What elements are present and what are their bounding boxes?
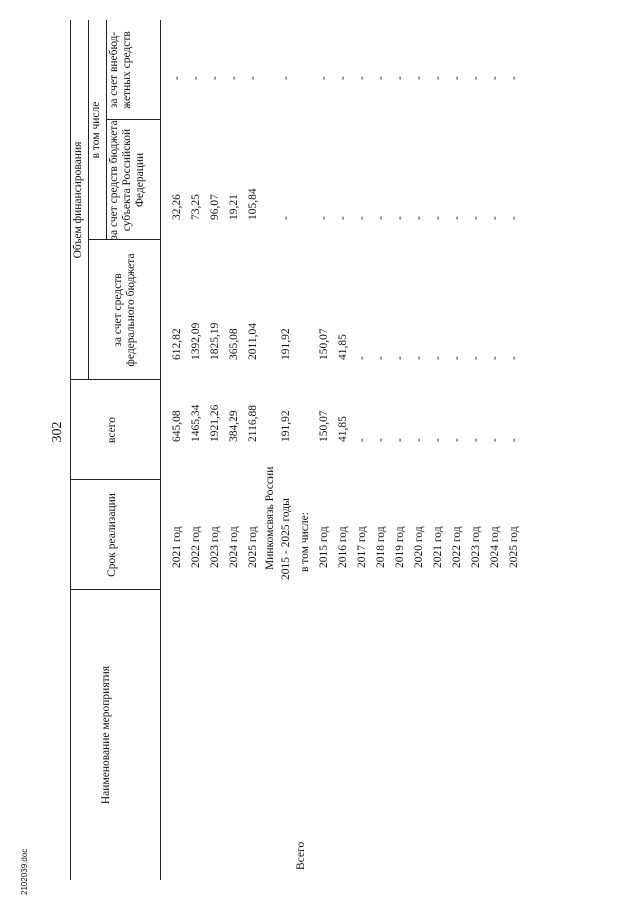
table-cell-total: 1921,26 <box>209 404 221 442</box>
header-including: в том числе <box>90 101 102 159</box>
table-row-year: 2016 год <box>337 526 349 568</box>
table-cell-federal: 150,07 <box>318 328 330 360</box>
table-cell-subject: - <box>375 216 387 220</box>
table-row-year: 2023 год <box>209 526 221 568</box>
table-cell-total: 41,85 <box>337 416 349 442</box>
table-row-year: 2017 год <box>356 526 368 568</box>
table-cell-federal: 41,85 <box>337 334 349 360</box>
table-cell-subject: - <box>451 216 463 220</box>
table-row-year: 2025 год <box>247 526 259 568</box>
table-cell-offbudget: - <box>489 76 501 80</box>
summary-offbudget: - <box>280 76 292 80</box>
table-cell-subject: - <box>413 216 425 220</box>
table-cell-subject: 105,84 <box>247 188 259 220</box>
table-cell-subject: - <box>318 216 330 220</box>
table-cell-offbudget: - <box>209 76 221 80</box>
table-cell-federal: - <box>508 356 520 360</box>
table-row-year: 2021 год <box>171 526 183 568</box>
table-cell-federal: - <box>470 356 482 360</box>
table-row-year: 2025 год <box>508 526 520 568</box>
table-cell-offbudget: - <box>508 76 520 80</box>
table-cell-subject: - <box>394 216 406 220</box>
table-row-year: 2015 год <box>318 526 330 568</box>
table-row-year: 2018 год <box>375 526 387 568</box>
table-row-year: 2019 год <box>394 526 406 568</box>
table-row-year: 2020 год <box>413 526 425 568</box>
table-row-year: 2022 год <box>451 526 463 568</box>
table-cell-federal: - <box>432 356 444 360</box>
table-cell-offbudget: - <box>171 76 183 80</box>
table-cell-total: - <box>508 438 520 442</box>
table-cell-subject: 96,07 <box>209 194 221 220</box>
header-period: Срок реализации <box>106 493 118 577</box>
table-row-year: 2024 год <box>489 526 501 568</box>
table-cell-subject: - <box>489 216 501 220</box>
table-cell-federal: - <box>375 356 387 360</box>
summary-federal: 191,92 <box>280 328 292 360</box>
table-cell-total: - <box>432 438 444 442</box>
summary-year: 2015 - 2025 годы <box>280 498 292 580</box>
summary-total: 191,92 <box>280 410 292 442</box>
table-cell-federal: - <box>413 356 425 360</box>
table-cell-federal: 1392,09 <box>190 322 202 360</box>
table-cell-federal: - <box>394 356 406 360</box>
table-cell-offbudget: - <box>318 76 330 80</box>
header-volume: Объем финансирования <box>72 141 84 259</box>
ministry-label: Минкомсвязь России <box>264 466 276 570</box>
page-number: 302 <box>50 421 65 443</box>
table-cell-offbudget: - <box>337 76 349 80</box>
table-cell-total: 384,29 <box>228 410 240 442</box>
table-cell-federal: - <box>451 356 463 360</box>
table-cell-offbudget: - <box>470 76 482 80</box>
table-cell-federal: 365,08 <box>228 328 240 360</box>
file-footer: 2102039.doc <box>20 848 29 895</box>
header-name: Наименование мероприятия <box>100 665 112 805</box>
table-cell-total: 645,08 <box>171 410 183 442</box>
table-cell-subject: - <box>508 216 520 220</box>
table-cell-total: 150,07 <box>318 410 330 442</box>
table-cell-subject: - <box>432 216 444 220</box>
summary-subject: - <box>280 216 292 220</box>
table-cell-subject: - <box>470 216 482 220</box>
table-cell-federal: - <box>356 356 368 360</box>
header-offbudget: за счет внебюд-жетных средств <box>108 31 133 109</box>
header-total: всего <box>106 417 118 443</box>
table-cell-subject: 19,21 <box>228 194 240 220</box>
table-cell-total: - <box>451 438 463 442</box>
table-cell-offbudget: - <box>432 76 444 80</box>
table-cell-total: 1465,34 <box>190 404 202 442</box>
table-cell-subject: 32,26 <box>171 194 183 220</box>
header-subject: за счет средств бюджета субъекта Российской Федерации <box>108 120 146 240</box>
table-cell-total: - <box>375 438 387 442</box>
table-row-year: 2024 год <box>228 526 240 568</box>
table-cell-federal: 1825,19 <box>209 322 221 360</box>
table-cell-total: 2116,88 <box>247 405 259 442</box>
table-row-year: 2021 год <box>432 526 444 568</box>
table-cell-subject: - <box>337 216 349 220</box>
table-cell-offbudget: - <box>356 76 368 80</box>
table-cell-federal: - <box>489 356 501 360</box>
header-federal: за счет средств федерального бюджета <box>112 253 137 367</box>
table-cell-offbudget: - <box>375 76 387 80</box>
table-row-year: 2022 год <box>190 526 202 568</box>
including-label: в том числе: <box>299 512 311 572</box>
table-cell-offbudget: - <box>394 76 406 80</box>
table-row-year: 2023 год <box>470 526 482 568</box>
table-cell-offbudget: - <box>413 76 425 80</box>
finance-table <box>70 20 600 880</box>
block-total-label: Всего <box>295 841 307 870</box>
table-cell-offbudget: - <box>190 76 202 80</box>
table-cell-total: - <box>470 438 482 442</box>
table-cell-offbudget: - <box>247 76 259 80</box>
table-cell-offbudget: - <box>451 76 463 80</box>
table-cell-total: - <box>413 438 425 442</box>
table-cell-federal: 2011,04 <box>247 323 259 360</box>
table-cell-total: - <box>489 438 501 442</box>
table-cell-subject: 73,25 <box>190 194 202 220</box>
table-cell-federal: 612,82 <box>171 328 183 360</box>
table-cell-total: - <box>356 438 368 442</box>
table-cell-total: - <box>394 438 406 442</box>
table-cell-subject: - <box>356 216 368 220</box>
table-cell-offbudget: - <box>228 76 240 80</box>
